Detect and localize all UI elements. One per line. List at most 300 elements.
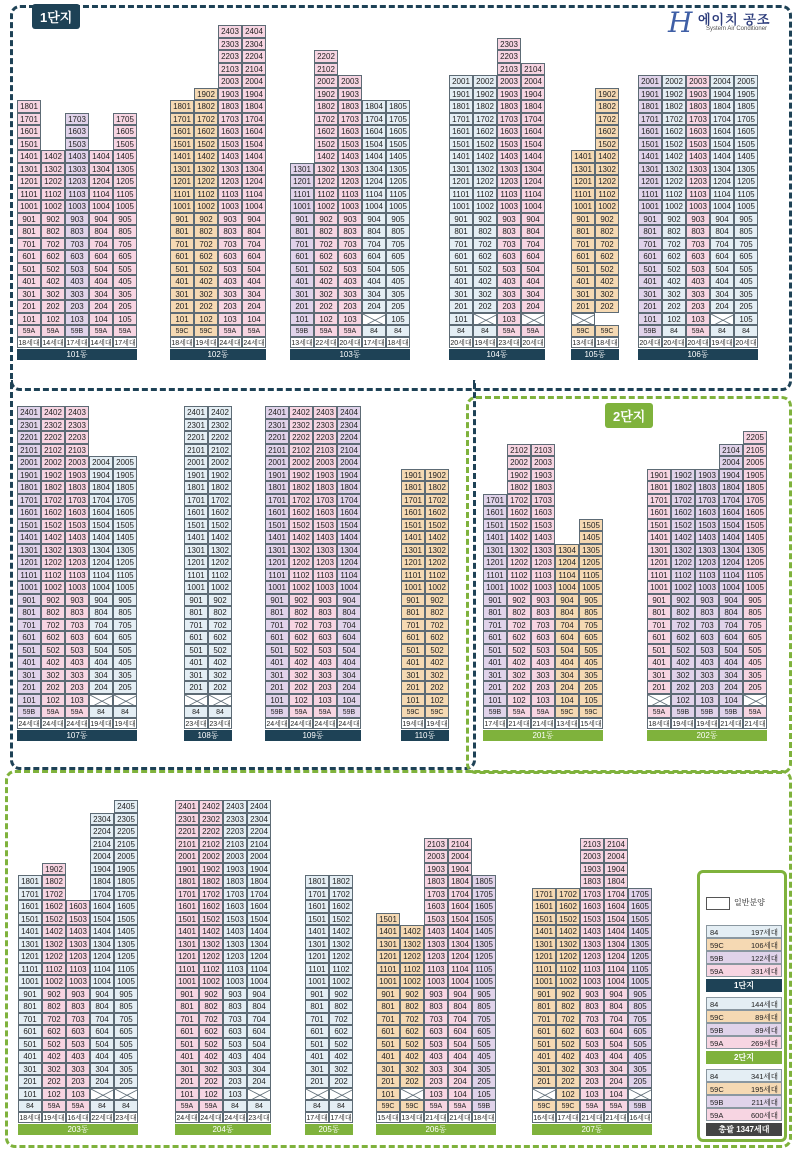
building-name-bar: 110동	[401, 730, 449, 741]
unit-cell: 2201	[184, 431, 208, 444]
legend-count: 600세대	[750, 1111, 778, 1120]
unit-cell: 1703	[686, 113, 710, 126]
unit-cell: 1604	[90, 900, 114, 913]
unit-cell: 702	[400, 1013, 424, 1026]
unit-cell: 1402	[473, 150, 497, 163]
unit-cell: 1001	[18, 975, 42, 988]
unit-cell: 2004	[604, 850, 628, 863]
unit-cell: 1103	[338, 188, 362, 201]
unit-cell: 401	[290, 275, 314, 288]
unit-cell: 203	[218, 300, 242, 313]
unit-cell: 1101	[17, 569, 41, 582]
unit-cell: 701	[571, 238, 595, 251]
unit-cell: 505	[579, 644, 603, 657]
unit-cell: 1202	[194, 175, 218, 188]
unit-cell: 2205	[743, 431, 767, 444]
unit-cell: 1205	[114, 950, 138, 963]
unit-cell: 1504	[242, 138, 266, 151]
unit-cell: 1002	[507, 581, 531, 594]
unit-cell: 401	[376, 1050, 400, 1063]
unit-cell: 1301	[170, 163, 194, 176]
unit-cell: 102	[41, 694, 65, 707]
unit-cell: 303	[66, 1063, 90, 1076]
unit-cell: 1702	[42, 888, 66, 901]
household-count: 24세대	[313, 718, 337, 729]
unit-cell: 2001	[638, 75, 662, 88]
unit-cell: 2301	[17, 419, 41, 432]
unit-cell: 403	[223, 1050, 247, 1063]
unit-cell: 1003	[223, 975, 247, 988]
unit-cell: 103	[313, 694, 337, 707]
unit-cell: 1705	[743, 494, 767, 507]
unit-cell: 304	[448, 1063, 472, 1076]
unit-cell: 702	[671, 619, 695, 632]
unit-cell: 1002	[41, 200, 65, 213]
unit-cell: 1905	[734, 88, 758, 101]
household-count: 22세대	[90, 1112, 114, 1123]
unit-cell: 202	[194, 300, 218, 313]
legend-type: 59B	[710, 1026, 724, 1035]
unit-cell: 804	[90, 1000, 114, 1013]
unit-cell: 1401	[175, 925, 199, 938]
unit-cell: 1402	[556, 925, 580, 938]
unit-cell: 1201	[483, 556, 507, 569]
unit-cell: 702	[41, 619, 65, 632]
unit-cell: 204	[362, 300, 386, 313]
unit-cell: 2303	[223, 813, 247, 826]
unit-cell: 1502	[194, 138, 218, 151]
unit-cell: 1904	[242, 88, 266, 101]
unit-cell: 1202	[199, 950, 223, 963]
unit-cell: 702	[556, 1013, 580, 1026]
unit-cell: 103	[497, 313, 521, 326]
unit-cell: 101	[290, 313, 314, 326]
legend-row-59a	[706, 964, 782, 977]
unit-cell: 1803	[695, 481, 719, 494]
unit-cell: 302	[556, 1063, 580, 1076]
unit-cell: 305	[113, 669, 137, 682]
unit-cell: 1701	[17, 494, 41, 507]
unit-cell: 1702	[194, 113, 218, 126]
unit-cell: 903	[686, 213, 710, 226]
unit-cell: 903	[66, 988, 90, 1001]
unit-cell: 302	[199, 1063, 223, 1076]
unit-cell: 1201	[265, 556, 289, 569]
unit-cell: 2201	[17, 431, 41, 444]
unit-cell: 1704	[448, 888, 472, 901]
unit-cell: 1101	[17, 188, 41, 201]
unit-cell: 1401	[571, 150, 595, 163]
unit-cell: 1702	[473, 113, 497, 126]
unit-cell: 1302	[595, 163, 619, 176]
unit-cell: 401	[175, 1050, 199, 1063]
unit-cell: 601	[638, 250, 662, 263]
unit-cell: 901	[175, 988, 199, 1001]
unit-cell: 2103	[313, 444, 337, 457]
unit-cell: 2203	[223, 825, 247, 838]
unit-cell: 1004	[555, 581, 579, 594]
unit-type-label: 59A	[313, 706, 337, 718]
unit-cell: 502	[42, 1038, 66, 1051]
household-count: 18세대	[386, 337, 410, 348]
unit-type-label: 59C	[532, 1100, 556, 1112]
unit-cell: 101	[175, 1088, 199, 1101]
unit-cell: 1002	[595, 200, 619, 213]
unit-cell: 1004	[242, 200, 266, 213]
unit-cell: 302	[507, 669, 531, 682]
unit-cell: 803	[531, 606, 555, 619]
unit-cell: 901	[18, 988, 42, 1001]
unit-cell: 901	[265, 594, 289, 607]
unit-cell: 1104	[247, 963, 271, 976]
unit-cell: 704	[90, 1013, 114, 1026]
unit-cell: 904	[448, 988, 472, 1001]
unit-cell: 1703	[313, 494, 337, 507]
unit-cell: 2003	[338, 75, 362, 88]
unit-cell: 1302	[671, 544, 695, 557]
unit-cell: 1002	[42, 975, 66, 988]
unit-cell: 1504	[604, 913, 628, 926]
unit-cell: 1605	[734, 125, 758, 138]
unit-cell: 1502	[208, 519, 232, 532]
unit-cell: 903	[218, 213, 242, 226]
unit-type-label: 59A	[17, 325, 41, 337]
unit-cell: 1403	[66, 925, 90, 938]
unit-cell: 2403	[223, 800, 247, 813]
empty-unit-icon	[90, 1088, 114, 1101]
unit-cell: 2001	[17, 456, 41, 469]
unit-cell: 1601	[265, 506, 289, 519]
unit-cell: 405	[579, 656, 603, 669]
unit-cell: 903	[65, 594, 89, 607]
unit-cell: 1505	[114, 913, 138, 926]
unit-cell: 1001	[571, 200, 595, 213]
unit-cell: 2403	[313, 406, 337, 419]
unit-cell: 1004	[362, 200, 386, 213]
unit-type-label: 59C	[555, 706, 579, 718]
building-name-bar: 204동	[175, 1124, 271, 1135]
unit-cell: 1001	[17, 581, 41, 594]
unit-type-label: 59A	[521, 325, 545, 337]
unit-cell: 1101	[638, 188, 662, 201]
unit-cell: 1204	[555, 556, 579, 569]
unit-cell: 1701	[532, 888, 556, 901]
unit-cell: 2402	[289, 406, 313, 419]
unit-cell: 804	[555, 606, 579, 619]
unit-cell: 404	[448, 1050, 472, 1063]
unit-cell: 1501	[483, 519, 507, 532]
unit-cell: 1902	[41, 469, 65, 482]
unit-cell: 1602	[671, 506, 695, 519]
unit-cell: 1004	[89, 200, 113, 213]
unit-cell: 601	[571, 250, 595, 263]
unit-cell: 304	[710, 288, 734, 301]
unit-cell: 2304	[247, 813, 271, 826]
unit-cell: 702	[662, 238, 686, 251]
unit-cell: 901	[376, 988, 400, 1001]
unit-cell: 803	[695, 606, 719, 619]
unit-cell: 1001	[532, 975, 556, 988]
unit-cell: 1302	[662, 163, 686, 176]
unit-cell: 2204	[337, 431, 361, 444]
household-count: 24세대	[41, 718, 65, 729]
unit-cell: 1703	[65, 113, 89, 126]
unit-cell: 1403	[695, 531, 719, 544]
legend-row-59b	[706, 951, 782, 964]
unit-cell: 405	[114, 1050, 138, 1063]
unit-cell: 1002	[662, 200, 686, 213]
unit-cell: 505	[628, 1038, 652, 1051]
building-name-bar: 109동	[265, 730, 361, 741]
unit-cell: 501	[17, 263, 41, 276]
unit-cell: 1304	[719, 544, 743, 557]
unit-cell: 105	[113, 313, 137, 326]
unit-cell: 1705	[113, 494, 137, 507]
unit-cell: 1901	[175, 863, 199, 876]
legend-count: 269세대	[750, 1039, 778, 1048]
legend-count: 331세대	[750, 967, 778, 976]
unit-cell: 301	[290, 288, 314, 301]
unit-cell: 1502	[507, 519, 531, 532]
unit-cell: 2203	[65, 431, 89, 444]
unit-cell: 1703	[338, 113, 362, 126]
unit-cell: 1803	[497, 100, 521, 113]
unit-cell: 1101	[175, 963, 199, 976]
unit-cell: 604	[521, 250, 545, 263]
unit-cell: 1702	[425, 494, 449, 507]
unit-cell: 502	[194, 263, 218, 276]
unit-type-label: 59B	[671, 706, 695, 718]
legend-count: 341세대	[750, 1072, 778, 1081]
unit-cell: 504	[521, 263, 545, 276]
building-name-bar: 207동	[532, 1124, 652, 1135]
unit-cell: 801	[449, 225, 473, 238]
unit-cell: 404	[710, 275, 734, 288]
unit-cell: 1501	[18, 913, 42, 926]
household-count: 20세대	[638, 337, 662, 348]
unit-cell: 1503	[580, 913, 604, 926]
unit-cell: 1305	[113, 544, 137, 557]
unit-cell: 1203	[65, 556, 89, 569]
unit-cell: 1702	[208, 494, 232, 507]
unit-cell: 1304	[90, 938, 114, 951]
legend-type: 84	[710, 928, 719, 937]
unit-cell: 103	[580, 1088, 604, 1101]
unit-cell: 1704	[604, 888, 628, 901]
unit-cell: 301	[449, 288, 473, 301]
unit-cell: 901	[184, 594, 208, 607]
unit-cell: 1604	[719, 506, 743, 519]
unit-cell: 1305	[734, 163, 758, 176]
unit-cell: 903	[695, 594, 719, 607]
unit-cell: 205	[386, 300, 410, 313]
unit-cell: 201	[18, 1075, 42, 1088]
unit-cell: 1704	[337, 494, 361, 507]
unit-cell: 1101	[532, 963, 556, 976]
unit-cell: 1305	[579, 544, 603, 557]
unit-type-label: 59A	[42, 1100, 66, 1112]
unit-cell: 301	[17, 669, 41, 682]
unit-cell: 1604	[247, 900, 271, 913]
unit-cell: 902	[662, 213, 686, 226]
unit-cell: 1403	[313, 531, 337, 544]
unit-cell: 1701	[638, 113, 662, 126]
unit-cell: 705	[628, 1013, 652, 1026]
unit-cell: 1703	[424, 888, 448, 901]
unit-cell: 1201	[647, 556, 671, 569]
unit-cell: 1301	[265, 544, 289, 557]
unit-cell: 2104	[90, 838, 114, 851]
unit-type-label: 84	[223, 1100, 247, 1112]
unit-cell: 201	[17, 681, 41, 694]
unit-cell: 1305	[113, 163, 137, 176]
unit-cell: 1103	[66, 963, 90, 976]
unit-cell: 1105	[113, 569, 137, 582]
unit-cell: 1402	[41, 531, 65, 544]
unit-cell: 801	[532, 1000, 556, 1013]
unit-cell: 1405	[579, 531, 603, 544]
unit-type-label: 84	[113, 706, 137, 718]
unit-cell: 601	[18, 1025, 42, 1038]
unit-cell: 2205	[114, 825, 138, 838]
unit-cell: 401	[638, 275, 662, 288]
unit-cell: 901	[532, 988, 556, 1001]
unit-cell: 1401	[532, 925, 556, 938]
unit-cell: 401	[17, 275, 41, 288]
unit-cell: 2001	[184, 456, 208, 469]
unit-cell: 1503	[65, 138, 89, 151]
unit-cell: 1102	[314, 188, 338, 201]
unit-cell: 1701	[265, 494, 289, 507]
unit-cell: 1103	[580, 963, 604, 976]
unit-cell: 603	[686, 250, 710, 263]
unit-cell: 104	[719, 694, 743, 707]
unit-cell: 302	[662, 288, 686, 301]
unit-cell: 404	[242, 275, 266, 288]
legend-general-label: 일반분양	[734, 898, 765, 907]
unit-cell: 1904	[521, 88, 545, 101]
unit-cell: 2002	[41, 456, 65, 469]
unit-cell: 1201	[532, 950, 556, 963]
unit-cell: 202	[595, 300, 619, 313]
unit-cell: 703	[531, 619, 555, 632]
unit-cell: 1001	[170, 200, 194, 213]
unit-cell: 803	[338, 225, 362, 238]
unit-cell: 1101	[265, 569, 289, 582]
unit-cell: 203	[695, 681, 719, 694]
unit-cell: 1102	[42, 963, 66, 976]
unit-cell: 202	[42, 1075, 66, 1088]
unit-cell: 1005	[386, 200, 410, 213]
unit-cell: 605	[472, 1025, 496, 1038]
unit-cell: 602	[329, 1025, 353, 1038]
unit-cell: 205	[114, 1075, 138, 1088]
unit-cell: 1601	[532, 900, 556, 913]
unit-cell: 201	[175, 1075, 199, 1088]
unit-cell: 2202	[208, 431, 232, 444]
unit-cell: 604	[604, 1025, 628, 1038]
unit-cell: 304	[521, 288, 545, 301]
unit-cell: 805	[734, 225, 758, 238]
unit-cell: 302	[41, 288, 65, 301]
unit-cell: 1202	[595, 175, 619, 188]
unit-cell: 704	[247, 1013, 271, 1026]
unit-cell: 2004	[710, 75, 734, 88]
unit-cell: 1005	[743, 581, 767, 594]
unit-cell: 1504	[362, 138, 386, 151]
unit-cell: 1701	[18, 888, 42, 901]
unit-cell: 2302	[199, 813, 223, 826]
unit-cell: 1101	[170, 188, 194, 201]
unit-cell: 503	[218, 263, 242, 276]
unit-cell: 2003	[531, 456, 555, 469]
unit-cell: 1902	[199, 863, 223, 876]
household-count: 21세대	[448, 1112, 472, 1123]
unit-cell: 1204	[247, 950, 271, 963]
unit-cell: 804	[604, 1000, 628, 1013]
unit-cell: 1804	[90, 875, 114, 888]
unit-cell: 1101	[449, 188, 473, 201]
unit-cell: 501	[170, 263, 194, 276]
unit-cell: 402	[41, 275, 65, 288]
unit-cell: 101	[17, 313, 41, 326]
empty-unit-icon	[521, 313, 545, 326]
unit-cell: 302	[194, 288, 218, 301]
unit-cell: 302	[289, 669, 313, 682]
unit-cell: 102	[41, 313, 65, 326]
unit-cell: 1802	[595, 100, 619, 113]
unit-cell: 1202	[662, 175, 686, 188]
unit-cell: 603	[497, 250, 521, 263]
unit-cell: 1501	[175, 913, 199, 926]
legend-count: 106세대	[750, 941, 778, 950]
unit-cell: 701	[305, 1013, 329, 1026]
unit-cell: 1302	[425, 544, 449, 557]
unit-cell: 901	[401, 594, 425, 607]
unit-cell: 1701	[305, 888, 329, 901]
unit-cell: 204	[242, 300, 266, 313]
unit-cell: 602	[41, 631, 65, 644]
unit-cell: 602	[41, 250, 65, 263]
unit-cell: 2101	[184, 444, 208, 457]
unit-type-label: 59A	[113, 325, 137, 337]
unit-cell: 1902	[662, 88, 686, 101]
unit-cell: 604	[710, 250, 734, 263]
unit-cell: 801	[305, 1000, 329, 1013]
unit-cell: 1102	[289, 569, 313, 582]
unit-cell: 103	[66, 1088, 90, 1101]
unit-cell: 1002	[289, 581, 313, 594]
unit-cell: 1402	[400, 925, 424, 938]
unit-cell: 504	[89, 644, 113, 657]
unit-cell: 1203	[695, 556, 719, 569]
unit-cell: 701	[483, 619, 507, 632]
unit-cell: 1503	[695, 519, 719, 532]
unit-cell: 1504	[90, 913, 114, 926]
unit-cell: 1802	[314, 100, 338, 113]
unit-cell: 2102	[314, 63, 338, 76]
unit-cell: 905	[743, 594, 767, 607]
unit-cell: 2302	[289, 419, 313, 432]
unit-cell: 1501	[638, 138, 662, 151]
unit-cell: 2302	[208, 419, 232, 432]
household-count: 17세대	[483, 718, 507, 729]
unit-cell: 1601	[401, 506, 425, 519]
unit-cell: 1404	[710, 150, 734, 163]
unit-cell: 504	[90, 1038, 114, 1051]
legend-row-84	[706, 925, 782, 938]
unit-cell: 1704	[247, 888, 271, 901]
